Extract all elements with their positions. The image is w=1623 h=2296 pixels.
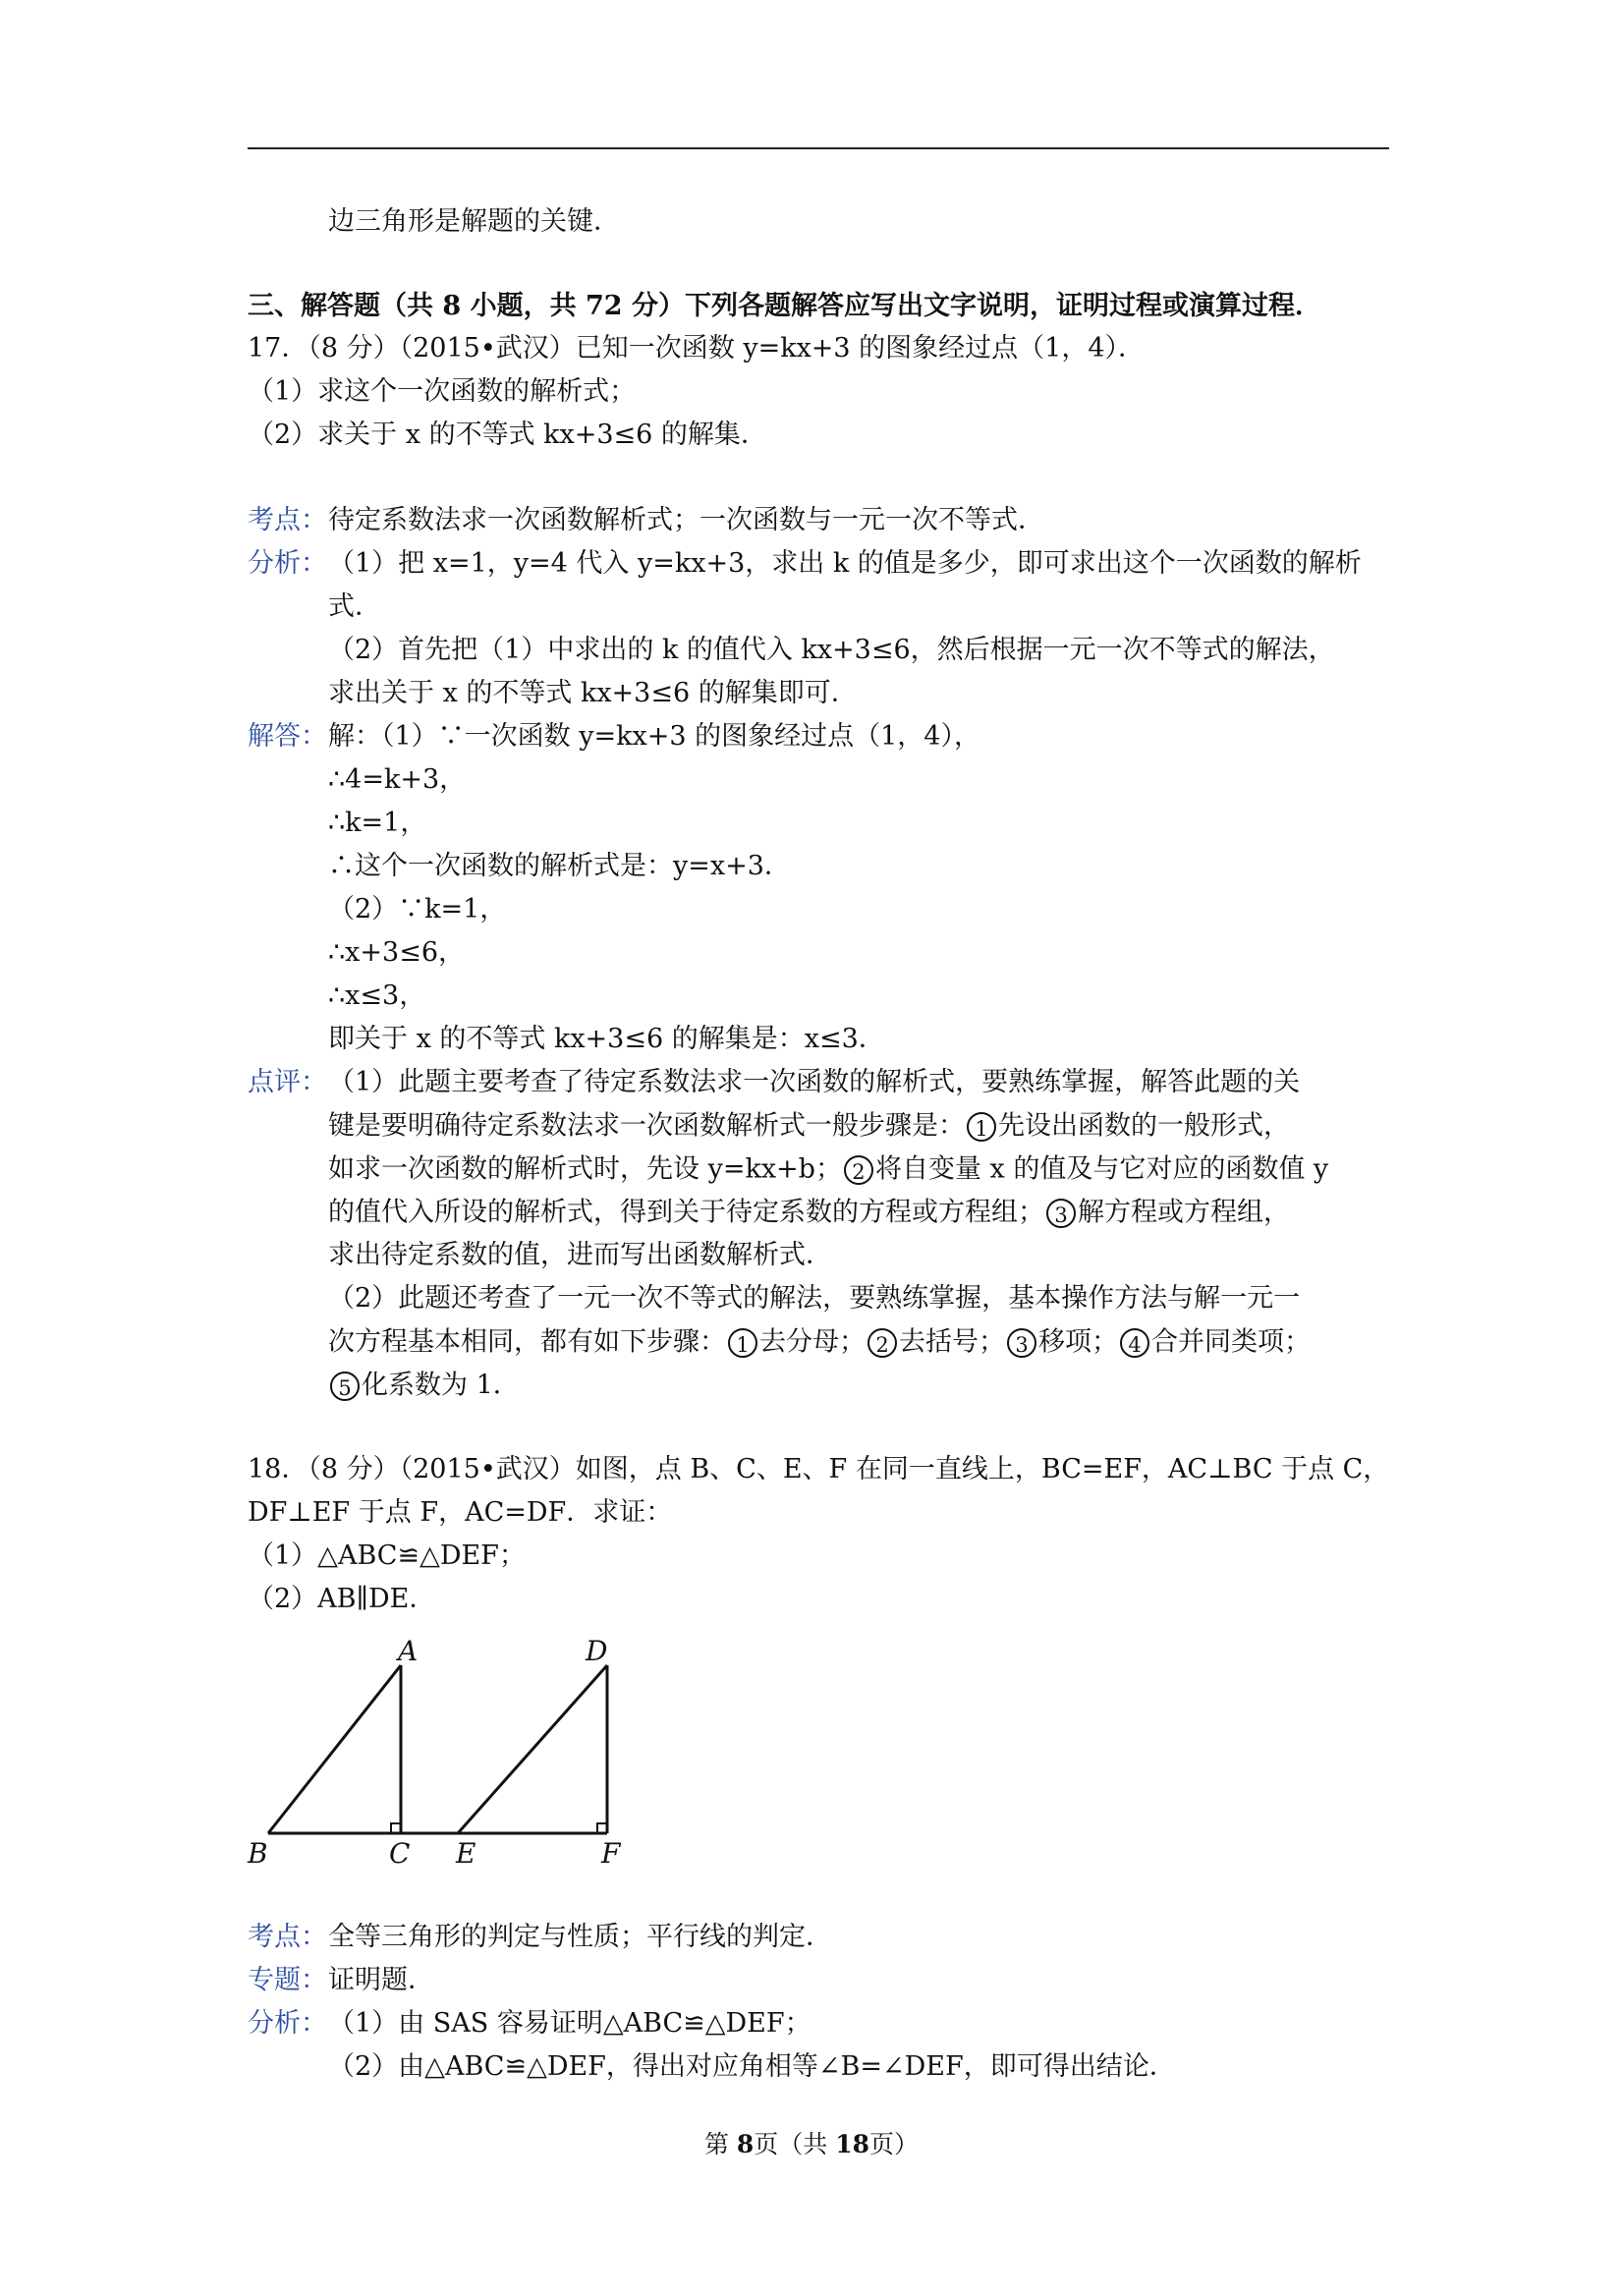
jieda-label: 解答： <box>248 721 327 752</box>
triangles-figure <box>244 1631 637 1876</box>
label-c: C <box>389 1837 411 1870</box>
prev-answer-tail: 边三角形是解题的关键． <box>328 206 620 237</box>
q17-kaodian: 待定系数法求一次函数解析式；一次函数与一元一次不等式． <box>328 505 1044 535</box>
q17-jieda-2: ∴4=k+3， <box>328 764 467 795</box>
q18-kaodian: 全等三角形的判定与性质；平行线的判定． <box>328 1922 832 1952</box>
label-e: E <box>456 1837 476 1870</box>
q17-dianping-1: （1）此题主要考查了待定系数法求一次函数的解析式，要熟练掌握，解答此题的关 <box>328 1067 1301 1097</box>
q17-jieda-8: 即关于 x 的不等式 kx+3≤6 的解集是：x≤3． <box>328 1024 885 1054</box>
q17-dianping-6: （2）此题还考查了一元一次不等式的解法，要熟练掌握，基本操作方法与解一元一 <box>328 1283 1301 1314</box>
q17-fenxi-3: （2）首先把（1）中求出的 k 的值代入 kx+3≤6，然后根据一元一次不等式的解法， <box>328 635 1335 665</box>
q17-fenxi-1: （1）把 x=1，y=4 代入 y=kx+3，求出 k 的值是多少，即可求出这个一次函数的解析 <box>328 548 1362 579</box>
kaodian-label-18: 考点： <box>248 1922 327 1952</box>
label-b: B <box>248 1837 268 1870</box>
label-f: F <box>601 1837 621 1870</box>
q18-fenxi-2: （2）由△ABC≌△DEF，得出对应角相等∠B=∠DEF，即可得出结论． <box>328 2051 1176 2082</box>
q17-fenxi-2: 式． <box>328 591 381 622</box>
circled-number: 1 <box>967 1112 996 1142</box>
kaodian-label: 考点： <box>248 505 327 535</box>
q17-part2: （2）求关于 x 的不等式 kx+3≤6 的解集． <box>248 420 767 450</box>
segment-ab <box>268 1665 401 1833</box>
q18-zhuanti: 证明题． <box>328 1965 434 1995</box>
section-heading: 三、解答题（共 8 小题，共 72 分）下列各题解答应写出文字说明，证明过程或演算过程． <box>248 291 1321 321</box>
q17-part1: （1）求这个一次函数的解析式； <box>248 376 637 407</box>
segment-de <box>458 1665 607 1833</box>
header-rule <box>248 147 1389 149</box>
q18-part2: （2）AB∥DE． <box>248 1584 436 1614</box>
circled-number: 2 <box>844 1155 873 1185</box>
q17-dianping-2: 键是要明确待定系数法求一次函数解析式一般步骤是： 1 先设出函数的一般形式， <box>328 1110 1290 1142</box>
circled-number: 4 <box>1120 1328 1149 1358</box>
page-number: 8 <box>736 2130 755 2158</box>
q18-stem-2: DF⊥EF 于点 F，AC=DF．求证： <box>248 1497 673 1528</box>
q17-jieda-4: ∴这个一次函数的解析式是：y=x+3． <box>328 851 791 881</box>
q17-dianping-3: 如求一次函数的解析式时，先设 y=kx+b； 2 将自变量 x 的值及与它对应的函数值 y <box>328 1153 1329 1185</box>
circled-number: 1 <box>728 1328 757 1358</box>
q18-fenxi-1: （1）由 SAS 容易证明△ABC≌△DEF； <box>328 2008 812 2039</box>
q17-jieda-7: ∴x≤3， <box>328 980 426 1011</box>
q17-dianping-7: 次方程基本相同，都有如下步骤： 1 去分母； 2 去括号； 3 移项； 4 合并同类项； <box>328 1326 1311 1358</box>
q17-dianping-8: 5 化系数为 1． <box>328 1372 520 1401</box>
zhuanti-label: 专题： <box>248 1965 327 1995</box>
q17-jieda-5: （2）∵k=1， <box>328 894 507 924</box>
circled-number: 3 <box>1007 1328 1036 1358</box>
q17-jieda-1: 解：（1）∵一次函数 y=kx+3 的图象经过点（1，4）， <box>328 721 980 752</box>
q18-part1: （1）△ABC≌△DEF； <box>248 1540 526 1571</box>
fenxi-label: 分析： <box>248 548 327 579</box>
fenxi-label-18: 分析： <box>248 2008 327 2039</box>
circled-number: 5 <box>330 1372 360 1401</box>
label-d: D <box>586 1635 608 1667</box>
circled-number: 2 <box>867 1328 897 1358</box>
q17-dianping-4: 的值代入所设的解析式，得到关于待定系数的方程或方程组； 3 解方程或方程组， <box>328 1197 1290 1228</box>
q17-stem: 17．（8 分）（2015•武汉）已知一次函数 y=kx+3 的图象经过点（1，4）． <box>248 333 1146 364</box>
total-pages: 18 <box>835 2130 870 2158</box>
q17-dianping-5: 求出待定系数的值，进而写出函数解析式． <box>328 1240 832 1270</box>
q18-stem: 18．（8 分）（2015•武汉）如图，点 B、C、E、F 在同一直线上，BC=EF，AC⊥BC 于点 C， <box>248 1454 1390 1484</box>
label-a: A <box>398 1635 419 1667</box>
q17-fenxi-4: 求出关于 x 的不等式 kx+3≤6 的解集即可． <box>328 678 858 708</box>
page-footer: 第 8页（共 18页） <box>703 2130 920 2158</box>
q17-jieda-6: ∴x+3≤6， <box>328 937 466 968</box>
dianping-label: 点评： <box>248 1067 327 1097</box>
circled-number: 3 <box>1046 1199 1076 1228</box>
q17-jieda-3: ∴k=1， <box>328 808 427 838</box>
